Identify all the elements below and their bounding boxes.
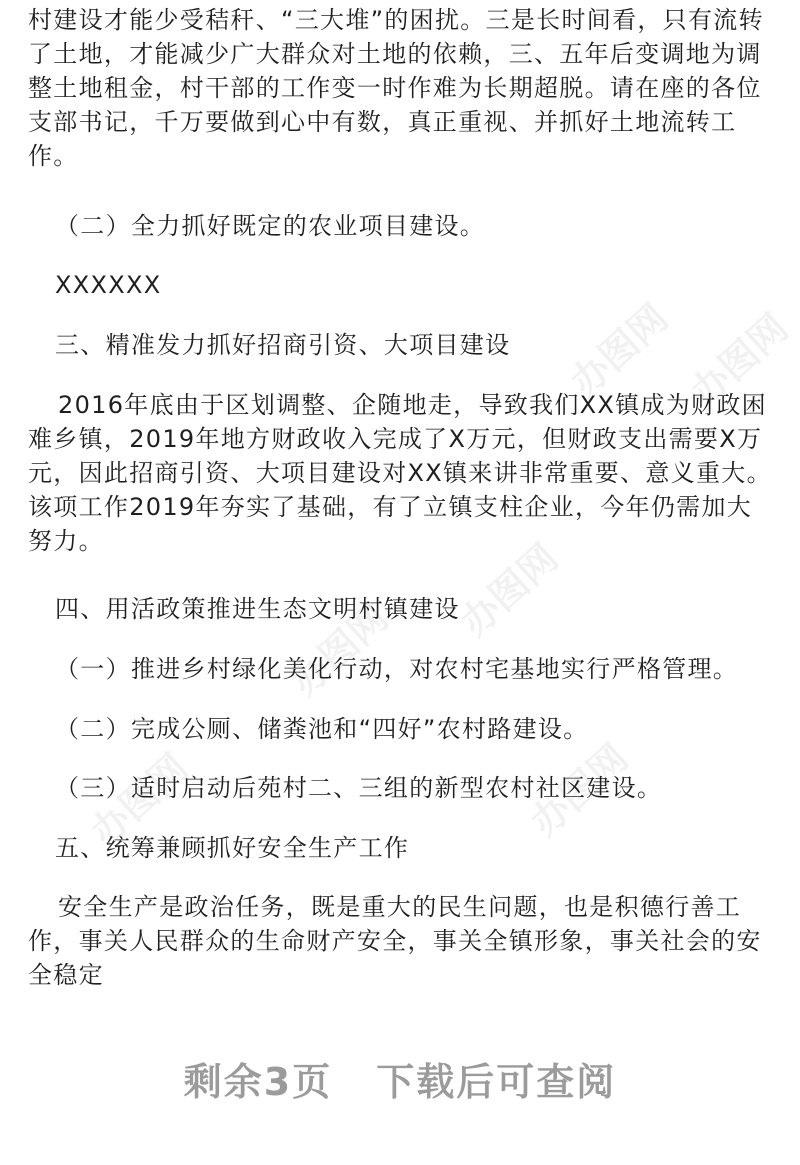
watermark: 办图网 [682,305,797,415]
section-heading: 三、精准发力抓好招商引资、大项目建设 [55,331,511,359]
body-paragraph: 安全生产是政治任务，既是重大的民生问题，也是积德行善工作，事关人民群众的生命财产安全，事关全镇形象，事关社会的安全稳定 [28,893,762,989]
section-heading: 五、统筹兼顾抓好安全生产工作 [55,834,410,862]
remaining-pages-text: 剩余3页 [183,1060,333,1104]
placeholder-text: XXXXXX [55,271,162,299]
subsection-item: （二）完成公厕、储粪池和“四好”农村路建设。 [55,715,589,743]
body-paragraph: 2016年底由于区划调整、企随地走，导致我们XX镇成为财政困难乡镇，2019年地方财政收入完成了X万元，但财政支出需要X万元，因此招商引资、大项目建设对XX镇来讲非常重要、意义重大。该项工作2019年夯实了基础，有了立镇支柱企业，今年仍需加大努力。 [28,391,772,555]
subsection-heading: （二）全力抓好既定的农业项目建设。 [55,212,486,240]
watermark: 办图网 [82,745,197,855]
subsection-item: （一）推进乡村绿化美化行动，对农村宅基地实行严格管理。 [55,655,739,683]
watermark: 办图网 [452,535,567,645]
subsection-item: （三）适时启动后苑村二、三组的新型农村社区建设。 [55,774,663,802]
section-heading: 四、用活政策推进生态文明村镇建设 [55,595,460,623]
watermark: 办图网 [282,595,397,705]
download-to-view-text: 下载后可查阅 [376,1060,617,1104]
download-prompt-banner[interactable] [0,1058,800,1106]
body-paragraph: 村建设才能少受秸秆、“三大堆”的困扰。三是长时间看，只有流转了土地，才能减少广大群众对土地的依赖，三、五年后变调地为调整土地租金，村干部的工作变一时作难为长期超脱。请在座的各位支部书记，千万要做到心中有数，真正重视、并抓好土地流转工作。 [28,6,764,170]
watermark: 办图网 [562,295,677,405]
watermark: 办图网 [522,735,637,845]
